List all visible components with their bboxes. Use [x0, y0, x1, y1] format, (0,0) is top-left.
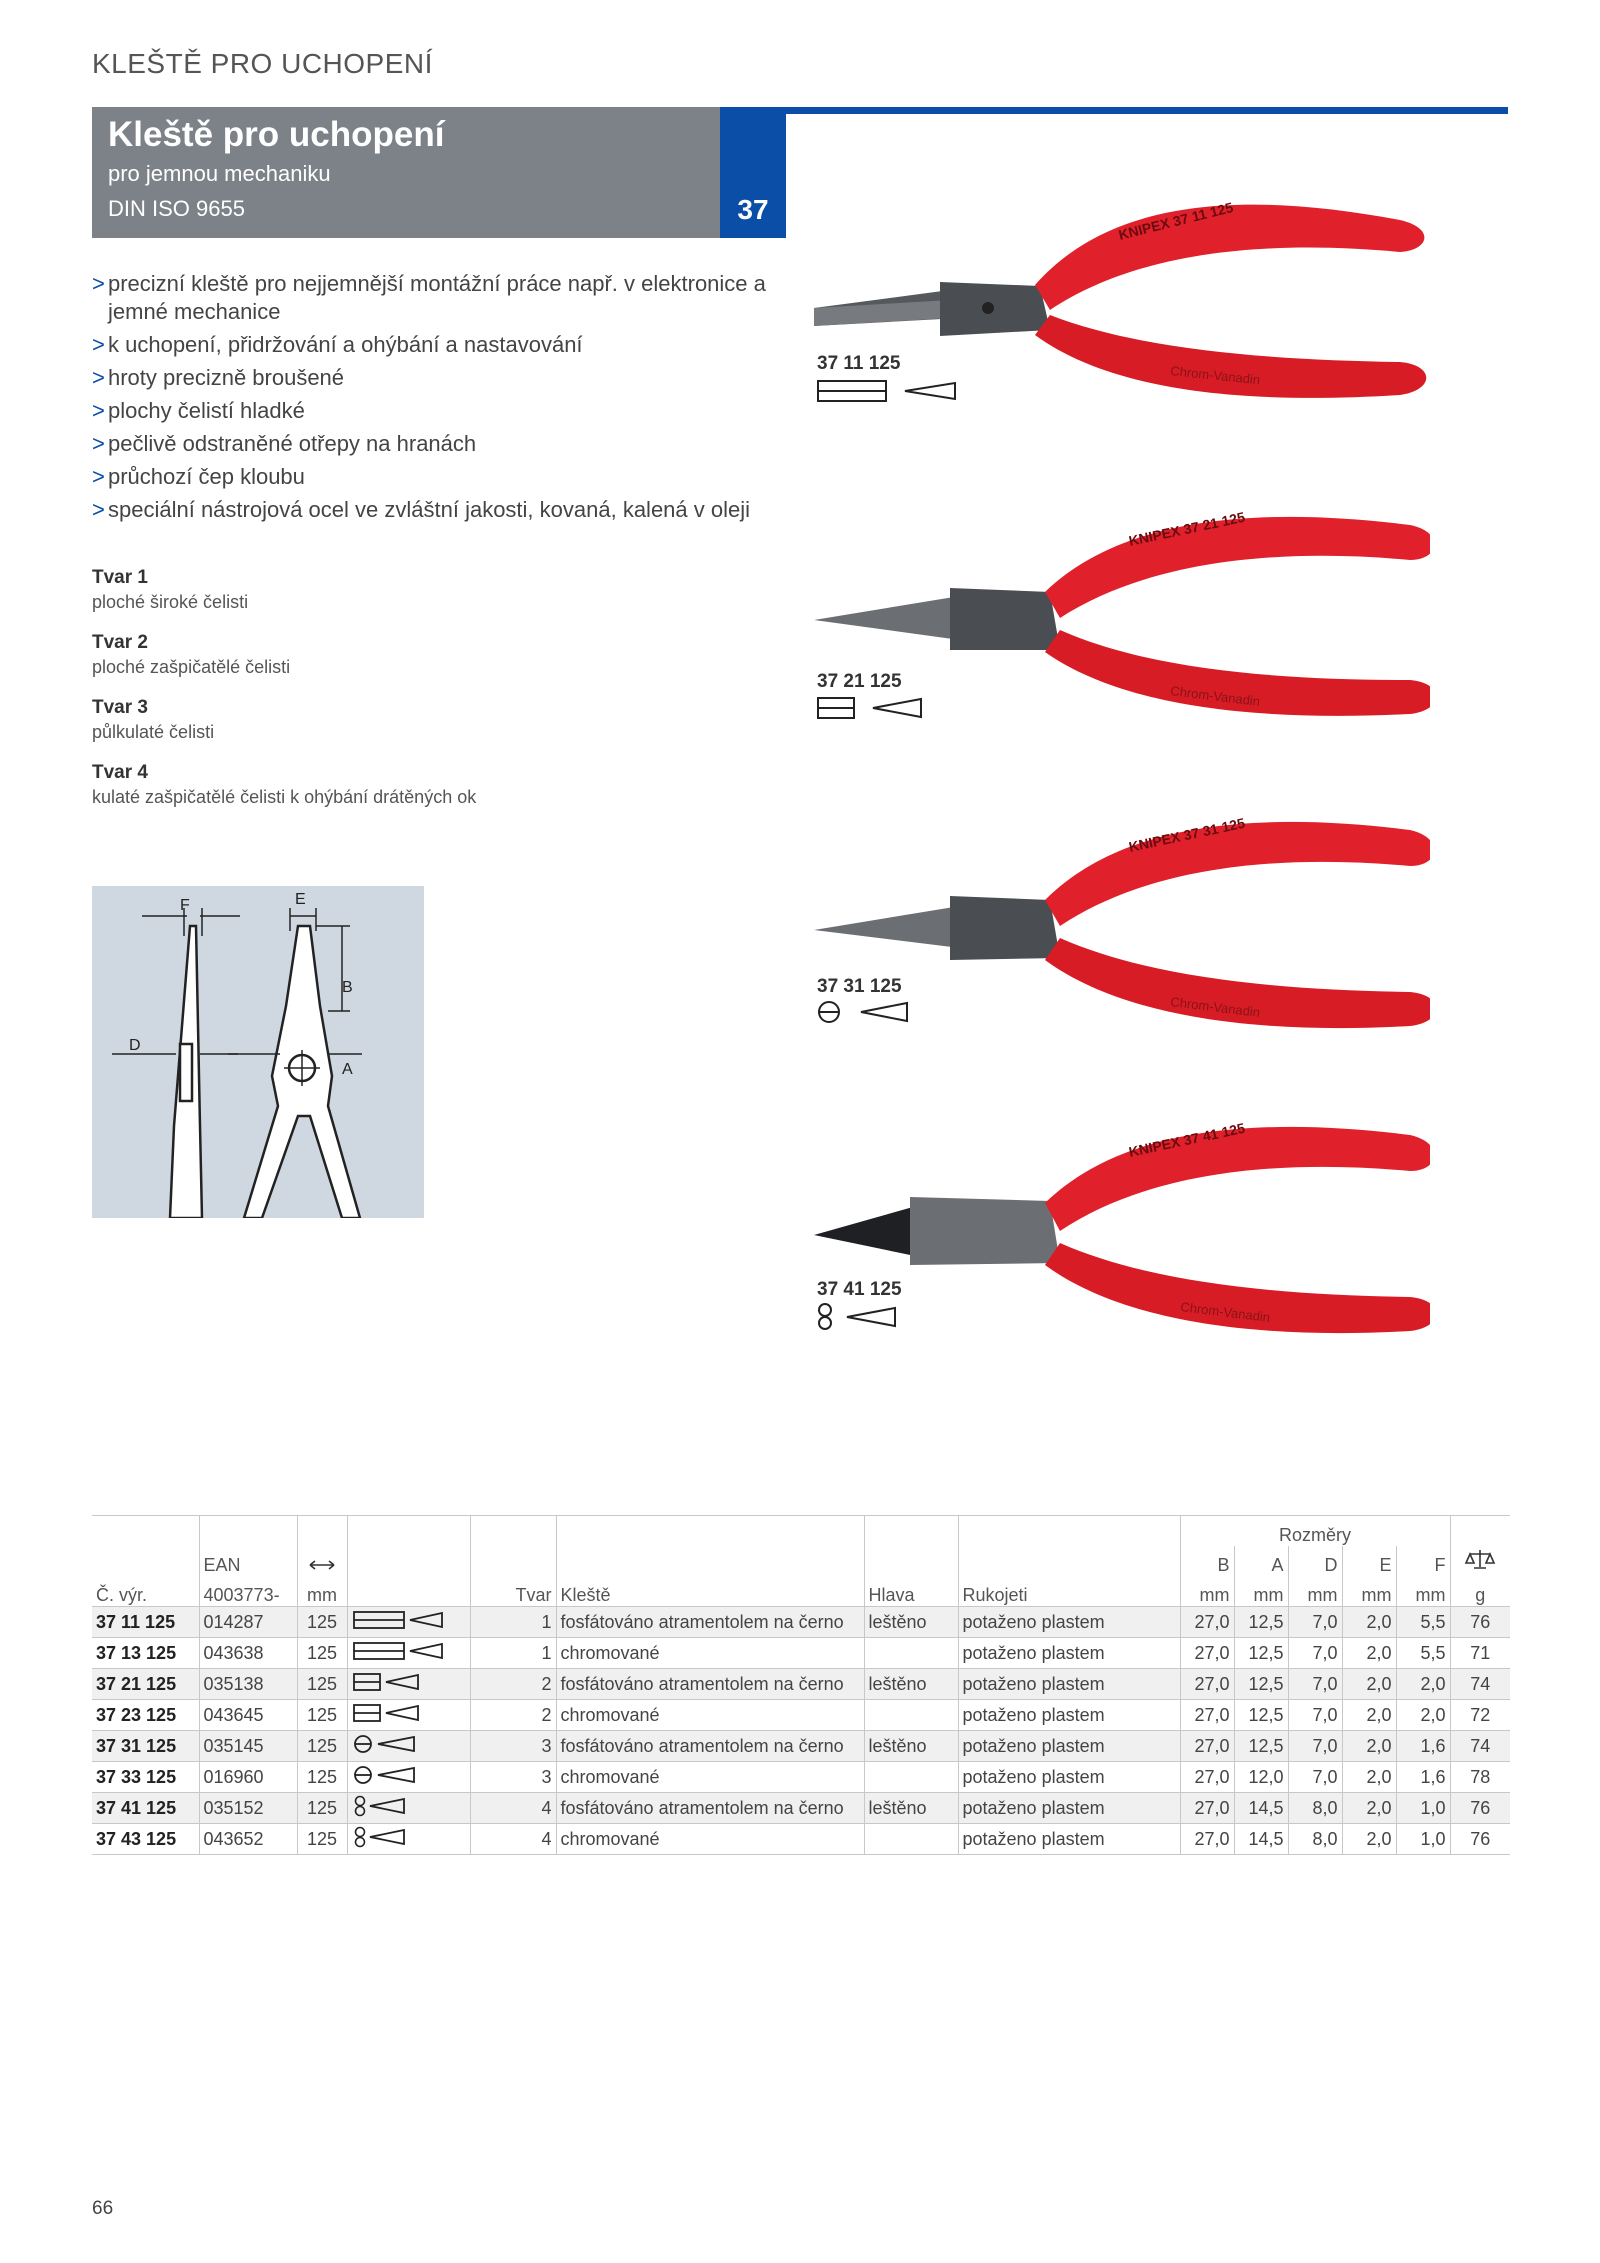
length-cell: 125: [297, 1638, 347, 1669]
chapter-tab: [720, 107, 786, 238]
brand-imprint: KNIPEX 37 31 125: [1127, 814, 1247, 855]
weight-cell: 72: [1450, 1700, 1510, 1731]
tvar-3-desc: půlkulaté čelisti: [92, 722, 215, 742]
bullet-arrow-icon: >: [92, 398, 105, 423]
col-b-unit: mm: [1180, 1576, 1234, 1607]
hlava-cell: leštěno: [864, 1793, 958, 1824]
handle-imprint: Chrom-Vanadin: [1179, 1299, 1271, 1325]
length-cell: 125: [297, 1824, 347, 1855]
spec-table: [92, 1515, 1510, 1855]
shape-cell: [347, 1638, 470, 1669]
col-e-unit: mm: [1342, 1576, 1396, 1607]
shape-cell: [347, 1793, 470, 1824]
brand-imprint: KNIPEX 37 41 125: [1127, 1119, 1247, 1160]
dim-f-cell: 5,5: [1396, 1638, 1450, 1669]
code-cell: 37 31 125: [96, 1735, 177, 1756]
bullet-arrow-icon: >: [92, 431, 105, 456]
dim-d-cell: 7,0: [1288, 1669, 1342, 1700]
dim-a-cell: 14,5: [1234, 1793, 1288, 1824]
diagram-label-d: D: [129, 1037, 141, 1054]
bullet-arrow-icon: >: [92, 365, 105, 390]
code-cell: 37 33 125: [96, 1766, 177, 1787]
dim-e-cell: 2,0: [1342, 1700, 1396, 1731]
dim-e-cell: 2,0: [1342, 1638, 1396, 1669]
rukojeti-cell: potaženo plastem: [958, 1793, 1180, 1824]
product-code-37-11: 37 11 125: [817, 353, 901, 374]
table-row: [92, 1607, 1510, 1638]
title-box: [92, 107, 720, 238]
diagram-label-a: A: [342, 1061, 353, 1078]
ean-cell: 043638: [199, 1638, 297, 1669]
shape-cell: [347, 1669, 470, 1700]
scale-icon: [1464, 1547, 1496, 1571]
spec-table-body: [92, 1607, 1510, 1855]
tvar-2-heading: Tvar 2: [92, 632, 148, 653]
tvar-cell: 2: [470, 1669, 556, 1700]
code-cell: 37 21 125: [96, 1673, 177, 1694]
dim-e-cell: 2,0: [1342, 1762, 1396, 1793]
brand-imprint: KNIPEX 37 21 125: [1127, 508, 1247, 549]
hlava-cell: leštěno: [864, 1669, 958, 1700]
ean-header: EAN: [199, 1546, 297, 1576]
ean-cell: 014287: [199, 1607, 297, 1638]
hlava-cell: leštěno: [864, 1607, 958, 1638]
weight-cell: 76: [1450, 1793, 1510, 1824]
shape-cell: [347, 1762, 470, 1793]
tvar-cell: 3: [470, 1762, 556, 1793]
dim-a-cell: 12,5: [1234, 1669, 1288, 1700]
weight-cell: 71: [1450, 1638, 1510, 1669]
feature-item: > pečlivě odstraněné otřepy na hranách: [92, 431, 477, 456]
dim-a-cell: 12,5: [1234, 1700, 1288, 1731]
code-cell: 37 11 125: [96, 1611, 176, 1632]
bullet-arrow-icon: >: [92, 271, 105, 296]
dim-b-cell: 27,0: [1180, 1638, 1234, 1669]
klieste-cell: fosfátováno atramentolem na černo: [556, 1731, 864, 1762]
tvar-cell: 1: [470, 1607, 556, 1638]
handle-imprint: Chrom-Vanadin: [1169, 683, 1261, 709]
feature-item: > precizní kleště pro nejjemnější montážní práce např. v elektronice a jemné mechanice: [92, 271, 766, 324]
tvar-cell: 2: [470, 1700, 556, 1731]
dim-e-cell: 2,0: [1342, 1824, 1396, 1855]
length-cell: 125: [297, 1793, 347, 1824]
col-a-header: A: [1234, 1546, 1288, 1576]
klieste-cell: fosfátováno atramentolem na černo: [556, 1669, 864, 1700]
dim-f-cell: 2,0: [1396, 1700, 1450, 1731]
bullet-arrow-icon: >: [92, 464, 105, 489]
dim-e-cell: 2,0: [1342, 1731, 1396, 1762]
shape-cell: [347, 1731, 470, 1762]
standard-label: DIN ISO 9655: [108, 196, 245, 221]
table-header-row-mid: [92, 1546, 1510, 1576]
ean-prefix-header: 4003773-: [199, 1576, 297, 1607]
jaw-shape-icon-half-round: [352, 1764, 444, 1786]
col-a-unit: mm: [1234, 1576, 1288, 1607]
dim-d-cell: 7,0: [1288, 1731, 1342, 1762]
dim-f-cell: 1,0: [1396, 1793, 1450, 1824]
jaw-shape-icon-half-round: [352, 1733, 444, 1755]
weight-cell: 74: [1450, 1669, 1510, 1700]
dim-d-cell: 8,0: [1288, 1793, 1342, 1824]
jaw-shape-icon-flat-wide: [352, 1640, 444, 1662]
klieste-header: Kleště: [556, 1576, 864, 1607]
rukojeti-cell: potaženo plastem: [958, 1731, 1180, 1762]
tvar-1-heading: Tvar 1: [92, 567, 148, 588]
dim-b-cell: 27,0: [1180, 1669, 1234, 1700]
dimension-diagram: [92, 886, 424, 1218]
length-cell: 125: [297, 1731, 347, 1762]
hlava-cell: [864, 1700, 958, 1731]
brand-imprint: KNIPEX 37 11 125: [1116, 198, 1235, 243]
dim-f-cell: 1,6: [1396, 1762, 1450, 1793]
page-number: 66: [92, 2198, 114, 2219]
rukojeti-cell: potaženo plastem: [958, 1700, 1180, 1731]
hlava-cell: leštěno: [864, 1731, 958, 1762]
diagram-label-f: F: [180, 897, 190, 914]
table-row: [92, 1638, 1510, 1669]
col-d-unit: mm: [1288, 1576, 1342, 1607]
tvar-1-desc: ploché široké čelisti: [92, 592, 249, 612]
dim-e-cell: 2,0: [1342, 1669, 1396, 1700]
page-title: Kleště pro uchopení: [108, 115, 445, 154]
dim-b-cell: 27,0: [1180, 1731, 1234, 1762]
dim-d-cell: 7,0: [1288, 1762, 1342, 1793]
dim-f-cell: 5,5: [1396, 1607, 1450, 1638]
length-cell: 125: [297, 1762, 347, 1793]
product-code-37-21: 37 21 125: [817, 671, 902, 692]
code-header: Č. výr.: [96, 1585, 148, 1605]
table-row: [92, 1824, 1510, 1855]
ean-cell: 043652: [199, 1824, 297, 1855]
rukojeti-cell: potaženo plastem: [958, 1638, 1180, 1669]
klieste-cell: fosfátováno atramentolem na černo: [556, 1793, 864, 1824]
weight-unit: g: [1450, 1576, 1510, 1607]
jaw-shape-icon-flat-pointed: [352, 1702, 444, 1724]
table-header-row-top: [92, 1516, 1510, 1547]
feature-list: [92, 270, 772, 529]
length-cell: 125: [297, 1669, 347, 1700]
jaw-shape-icon-half-round: [817, 999, 917, 1027]
dim-b-cell: 27,0: [1180, 1762, 1234, 1793]
handle-imprint: Chrom-Vanadin: [1169, 994, 1261, 1020]
jaw-shape-icon-flat-wide: [352, 1609, 444, 1631]
feature-item: > k uchopení, přidržování a ohýbání a nastavování: [92, 332, 583, 357]
tvar-cell: 4: [470, 1793, 556, 1824]
table-row: [92, 1669, 1510, 1700]
dim-a-cell: 12,0: [1234, 1762, 1288, 1793]
col-f-header: F: [1396, 1546, 1450, 1576]
shape-cell: [347, 1824, 470, 1855]
dim-f-cell: 2,0: [1396, 1669, 1450, 1700]
handle-imprint: Chrom-Vanadin: [1169, 363, 1261, 388]
tvar-2-desc: ploché zašpičatělé čelisti: [92, 657, 291, 677]
tvar-3-heading: Tvar 3: [92, 697, 148, 718]
hlava-cell: [864, 1638, 958, 1669]
rukojeti-cell: potaženo plastem: [958, 1824, 1180, 1855]
length-unit-header: mm: [297, 1576, 347, 1607]
col-f-unit: mm: [1396, 1576, 1450, 1607]
col-e-header: E: [1342, 1546, 1396, 1576]
tvar-cell: 3: [470, 1731, 556, 1762]
col-b-header: B: [1180, 1546, 1234, 1576]
jaw-shape-icon-round: [352, 1826, 444, 1848]
page-subtitle: pro jemnou mechaniku: [108, 161, 331, 186]
code-cell: 37 23 125: [96, 1704, 177, 1725]
rukojeti-cell: potaženo plastem: [958, 1607, 1180, 1638]
col-d-header: D: [1288, 1546, 1342, 1576]
dim-e-cell: 2,0: [1342, 1607, 1396, 1638]
section-title: KLEŠTĚ PRO UCHOPENÍ: [92, 48, 433, 79]
ean-cell: 016960: [199, 1762, 297, 1793]
tvar-header: Tvar: [470, 1576, 556, 1607]
dim-b-cell: 27,0: [1180, 1824, 1234, 1855]
ean-cell: 043645: [199, 1700, 297, 1731]
double-arrow-icon: [308, 1559, 336, 1571]
weight-icon: [1450, 1546, 1510, 1576]
klieste-cell: chromované: [556, 1824, 864, 1855]
code-cell: 37 41 125: [96, 1797, 177, 1818]
dim-d-cell: 7,0: [1288, 1700, 1342, 1731]
dim-b-cell: 27,0: [1180, 1700, 1234, 1731]
klieste-cell: chromované: [556, 1638, 864, 1669]
table-row: [92, 1700, 1510, 1731]
jaw-shape-icon-flat-wide: [817, 378, 957, 406]
length-icon: [297, 1546, 347, 1576]
jaw-shape-icon-flat-pointed: [352, 1671, 444, 1693]
weight-cell: 76: [1450, 1824, 1510, 1855]
bullet-arrow-icon: >: [92, 497, 105, 522]
diagram-label-b: B: [342, 979, 353, 996]
diagram-drawing: [92, 886, 424, 1218]
table-row: [92, 1793, 1510, 1824]
feature-item: > speciální nástrojová ocel ve zvláštní jakosti, kovaná, kalená v oleji: [92, 497, 751, 522]
length-cell: 125: [297, 1700, 347, 1731]
chapter-number: 37: [737, 194, 769, 225]
shape-cell: [347, 1607, 470, 1638]
dim-f-cell: 1,6: [1396, 1731, 1450, 1762]
rukojeti-cell: potaženo plastem: [958, 1762, 1180, 1793]
dim-f-cell: 1,0: [1396, 1824, 1450, 1855]
dimensions-group-header: Rozměry: [1180, 1516, 1450, 1547]
tvar-4-heading: Tvar 4: [92, 762, 148, 783]
hlava-cell: [864, 1824, 958, 1855]
product-code-37-31: 37 31 125: [817, 976, 902, 997]
length-cell: 125: [297, 1607, 347, 1638]
weight-cell: 76: [1450, 1607, 1510, 1638]
hlava-cell: [864, 1762, 958, 1793]
rukojeti-cell: potaženo plastem: [958, 1669, 1180, 1700]
weight-cell: 74: [1450, 1731, 1510, 1762]
code-cell: 37 13 125: [96, 1642, 177, 1663]
jaw-shape-icon-round: [817, 1302, 917, 1332]
dim-d-cell: 7,0: [1288, 1638, 1342, 1669]
dim-a-cell: 12,5: [1234, 1607, 1288, 1638]
jaw-shape-icon-flat-pointed: [817, 695, 927, 723]
ean-cell: 035152: [199, 1793, 297, 1824]
hlava-header: Hlava: [864, 1576, 958, 1607]
weight-cell: 78: [1450, 1762, 1510, 1793]
dim-a-cell: 14,5: [1234, 1824, 1288, 1855]
dim-b-cell: 27,0: [1180, 1793, 1234, 1824]
header-rule: [720, 107, 1508, 114]
rukojeti-header: Rukojeti: [958, 1576, 1180, 1607]
tvar-cell: 1: [470, 1638, 556, 1669]
table-row: [92, 1731, 1510, 1762]
dim-e-cell: 2,0: [1342, 1793, 1396, 1824]
dim-d-cell: 7,0: [1288, 1607, 1342, 1638]
klieste-cell: chromované: [556, 1700, 864, 1731]
tvar-cell: 4: [470, 1824, 556, 1855]
tvar-4-desc: kulaté zašpičatělé čelisti k ohýbání drátěných ok: [92, 787, 477, 807]
klieste-cell: fosfátováno atramentolem na černo: [556, 1607, 864, 1638]
feature-item: > plochy čelistí hladké: [92, 398, 305, 423]
dim-a-cell: 12,5: [1234, 1638, 1288, 1669]
dim-b-cell: 27,0: [1180, 1607, 1234, 1638]
dim-a-cell: 12,5: [1234, 1731, 1288, 1762]
table-header-row-bottom: [92, 1576, 1510, 1607]
shape-cell: [347, 1700, 470, 1731]
jaw-shape-icon-round: [352, 1795, 444, 1817]
product-code-37-41: 37 41 125: [817, 1279, 902, 1300]
ean-cell: 035138: [199, 1669, 297, 1700]
klieste-cell: chromované: [556, 1762, 864, 1793]
diagram-label-e: E: [295, 891, 306, 908]
feature-item: > hroty precizně broušené: [92, 365, 345, 390]
bullet-arrow-icon: >: [92, 332, 105, 357]
code-cell: 37 43 125: [96, 1828, 177, 1849]
feature-item: > průchozí čep kloubu: [92, 464, 305, 489]
table-row: [92, 1762, 1510, 1793]
dim-d-cell: 8,0: [1288, 1824, 1342, 1855]
ean-cell: 035145: [199, 1731, 297, 1762]
